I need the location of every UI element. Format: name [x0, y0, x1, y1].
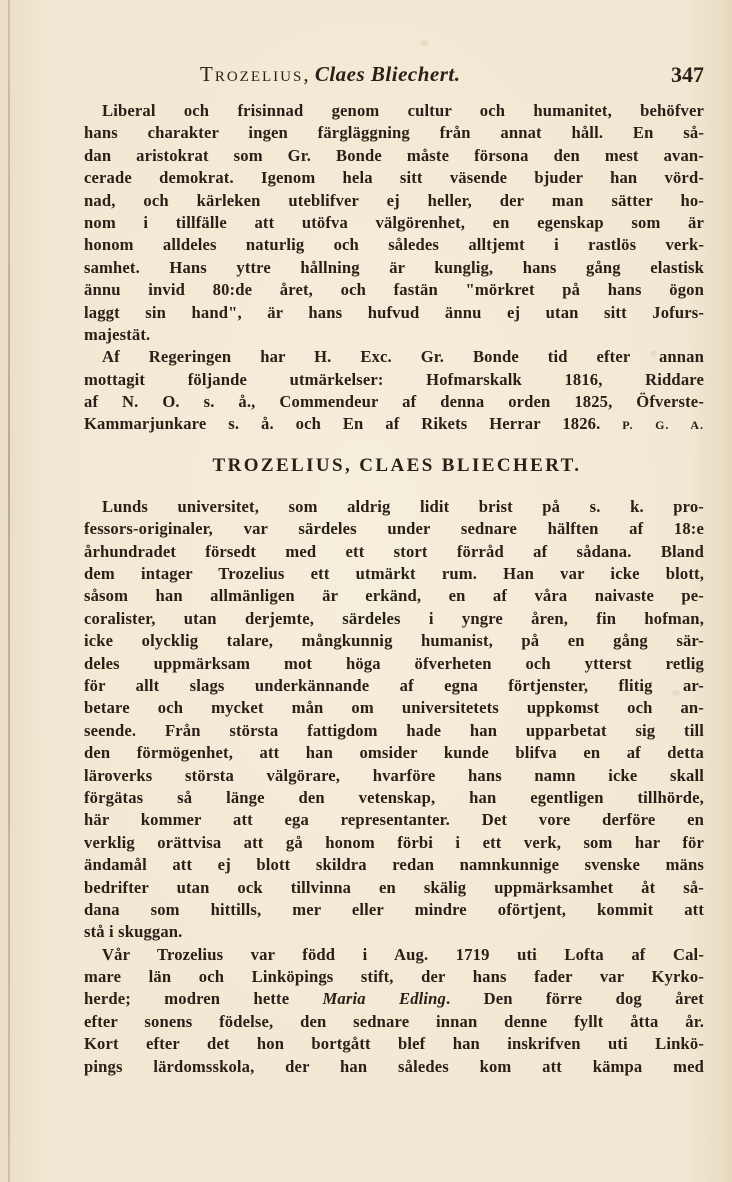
- text-fragment: herde; modren hette: [84, 989, 290, 1009]
- text-line: majestät.: [84, 324, 151, 344]
- foxing-spot: [420, 40, 429, 46]
- text-line: seende. Från största fattigdom hade han upparbetat sig till: [84, 720, 704, 740]
- text-line: samhet. Hans yttre hållning är kunglig, hans gång elastisk: [84, 257, 704, 277]
- text-line: Lunds universitet, som aldrig lidit brist på s. k. pro-: [102, 496, 704, 516]
- paragraph-lund-university: [84, 496, 704, 944]
- text-line: honom alldeles naturlig och således alltjemt i rastlös verk-: [84, 235, 704, 255]
- text-line: icke olycklig talare, mångkunnig humanist, på en gång sär-: [84, 631, 704, 651]
- running-title: Trozelius, Claes Bliechert.: [200, 62, 461, 86]
- text-line: bedrifter utan ock tillvinna en skälig uppmärksamhet åt så-: [84, 877, 704, 897]
- text-line: verklig orättvisa att gå honom förbi i ett verk, som har för: [84, 832, 704, 852]
- text-line: läroverks största välgörare, hvarföre hans namn icke skall: [84, 765, 704, 785]
- text-line-with-name: [84, 988, 704, 1010]
- text-line: pings lärdomsskola, der han således kom att kämpa med: [84, 1056, 704, 1076]
- text-line: mottagit följande utmärkelser: Hofmarskalk 1816, Riddare: [84, 369, 704, 389]
- text-line: fessors-originaler, var särdeles under sednare hälften af 18:e: [84, 519, 704, 539]
- text-line: efter sonens födelse, den sednare innan denne fyllt åtta år.: [84, 1011, 704, 1031]
- text-line: betare och mycket mån om universitetets uppkomst och an-: [84, 698, 704, 718]
- text-line: coralister, utan derjemte, särdeles i yngre åren, fin hofman,: [84, 608, 704, 628]
- text-line: stå i skuggan.: [84, 922, 183, 942]
- text-line: dana som hittills, mer eller mindre oförtjent, kommit att: [84, 899, 704, 919]
- text-line: här kommer att ega representanter. Det vore derföre en: [84, 810, 704, 830]
- text-line: Kammarjunkare s. å. och En af Rikets Herrar 1826.: [84, 414, 601, 434]
- text-line: såsom han allmänligen är erkänd, en af våra naivaste pe-: [84, 586, 704, 606]
- text-line: nom i tillfälle att utöfva välgörenhet, en egenskap som är: [84, 212, 704, 232]
- text-line: för allt slags underkännande af egna förtjenster, flitig ar-: [84, 675, 704, 695]
- text-line: århundradet försedt med ett stort förråd af sådana. Bland: [84, 541, 704, 561]
- text-line: mare län och Linköpings stift, der hans fader var Kyrko-: [84, 967, 704, 987]
- text-line: Vår Trozelius var född i Aug. 1719 uti Lofta af Cal-: [102, 944, 704, 964]
- text-line: Liberal och frisinnad genom cultur och humanitet, behöfver: [102, 101, 704, 120]
- text-line: nad, och kärleken uteblifver ej heller, der man sätter ho-: [84, 190, 704, 210]
- paragraph-bonde-character: [84, 100, 704, 346]
- text-line-with-signature: [84, 413, 704, 435]
- binding-edge: [8, 0, 10, 1182]
- text-line: dan aristokrat som Gr. Bonde måste försona den mest avan-: [84, 145, 704, 165]
- mother-name: Maria Edling: [322, 989, 446, 1009]
- text-line: laggt sin hand", är hans hufvud ännu ej utan sitt Jofurs-: [84, 302, 704, 322]
- text-line: ändamål att ej blott skildra redan namnkunnige svenske mäns: [84, 855, 704, 875]
- author-signature: P. G. A.: [622, 418, 704, 433]
- text-fragment: . Den förre dog året: [446, 989, 704, 1009]
- page-number: 347: [671, 62, 704, 87]
- text-line: dem intager Trozelius ett utmärkt rum. Han var icke blott,: [84, 564, 704, 584]
- running-title-surname: Trozelius: [200, 62, 304, 86]
- section-title: TROZELIUS, CLAES BLIECHERT.: [212, 454, 582, 476]
- text-line: cerade demokrat. Igenom hela sitt väsende bjuder han vörd-: [84, 168, 704, 188]
- paragraph-birth-and-youth: [84, 944, 704, 1078]
- text-line: deles uppmärksam mot höga öfverheten och ytterst retlig: [84, 653, 704, 673]
- text-line: ännu invid 80:de året, och fastän "mörkret på hans ögon: [84, 280, 704, 300]
- text-line: Af Regeringen har H. Exc. Gr. Bonde tid efter annan: [102, 347, 704, 367]
- text-line: af N. O. s. å., Commendeur af denna orden 1825, Öfverste-: [84, 392, 704, 412]
- text-line: den förmögenhet, att han omsider kunde blifva en af detta: [84, 743, 704, 763]
- text-line: förgätas så länge den vetenskap, han egentligen tillhörde,: [84, 787, 704, 807]
- paragraph-honours: [84, 346, 704, 436]
- text-line: Kort efter det hon bortgått blef han inskrifven uti Linkö-: [84, 1034, 704, 1054]
- body-text: [84, 100, 704, 1078]
- text-line: hans charakter ingen färgläggning från annat håll. En så-: [84, 123, 704, 143]
- running-title-forenames: Claes Bliechert.: [314, 62, 461, 86]
- running-header: [84, 62, 704, 92]
